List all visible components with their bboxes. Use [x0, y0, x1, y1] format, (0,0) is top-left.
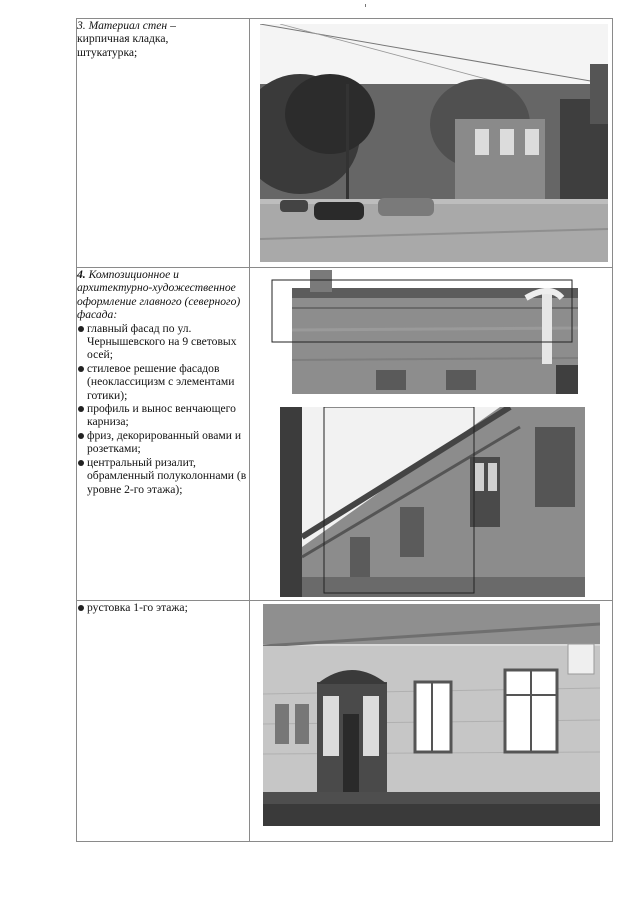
photo-cell: [250, 601, 613, 842]
document-table: [76, 18, 613, 842]
cornice-detail-photo: [266, 270, 578, 394]
street-facade-photo: [260, 24, 608, 262]
ground-floor-entrance-photo: [263, 604, 600, 826]
list-item: профиль и вынос венчающего карниза;: [77, 402, 249, 429]
row-heading: [77, 19, 249, 32]
feature-list: [77, 322, 249, 496]
description-cell: [77, 601, 250, 842]
row-heading-text: Материал стен –: [88, 19, 176, 32]
description-line: штукатурка;: [77, 45, 138, 59]
photo-cell: [250, 268, 613, 601]
row-number: 4.: [77, 268, 86, 281]
list-item: стилевое решение фасадов (неоклассицизм с элементами готики);: [77, 362, 249, 402]
description-line: кирпичная кладка,: [77, 32, 169, 46]
description-cell: [77, 19, 250, 268]
facade-corner-photo: [280, 407, 585, 597]
photo-cell: [250, 19, 613, 268]
list-item: центральный ризалит, обрамленный полуколоннами (в уровне 2-го этажа);: [77, 456, 249, 496]
table-row: [77, 19, 613, 268]
table-row: [77, 601, 613, 842]
description-cell: [77, 268, 250, 601]
table-row: [77, 268, 613, 601]
list-item: главный фасад по ул. Чернышевского на 9 световых осей;: [77, 322, 249, 362]
row-heading-text: Композиционное и архитектурно-художественное оформление главного (северного) фасада:: [77, 268, 241, 322]
scan-mark: [365, 4, 366, 7]
row-heading: [77, 268, 249, 322]
list-item: фриз, декорированный овами и розетками;: [77, 429, 249, 456]
feature-list: [77, 601, 249, 614]
list-item: рустовка 1-го этажа;: [77, 601, 249, 614]
row-number: 3.: [77, 19, 86, 32]
